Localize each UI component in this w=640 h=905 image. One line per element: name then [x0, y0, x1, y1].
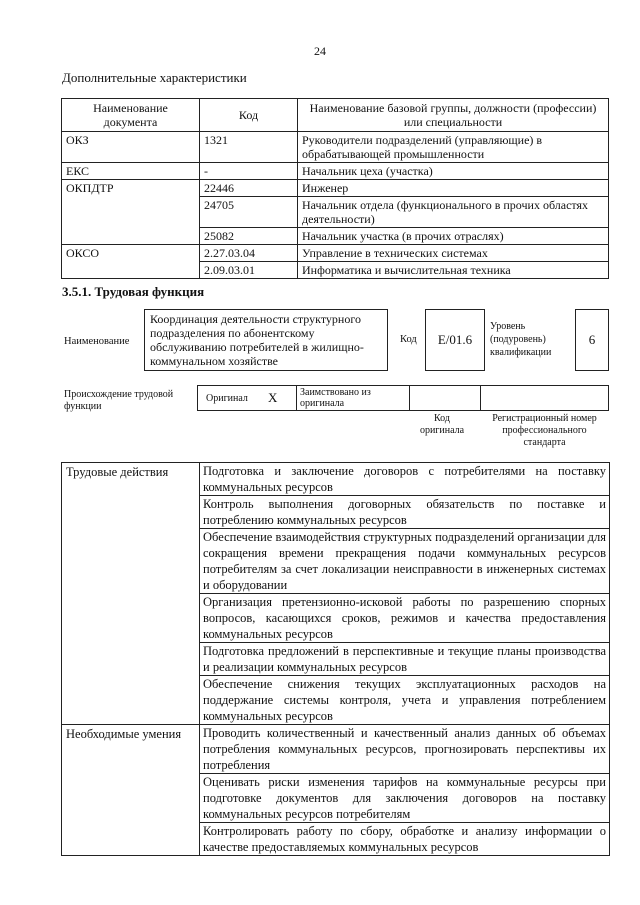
action-item: Подготовка предложений в перспективные и текущие планы производства и реализации коммунальных ресурсов [200, 643, 610, 676]
page-number: 24 [314, 44, 326, 58]
origin-row [197, 385, 609, 411]
level-label: Уровень (подуровень) квалификации [490, 321, 552, 358]
table-row [62, 180, 609, 197]
additional-characteristics-table [61, 98, 609, 279]
action-item: Контроль выполнения договорных обязательств по поставке и потреблению коммунальных ресурсов [200, 496, 610, 529]
header-doc: Наименование документа [62, 99, 200, 132]
row-doc: ОКЗ [62, 132, 200, 163]
table-row [62, 725, 610, 774]
row-doc: ОКСО [62, 245, 200, 279]
row-name: Инженер [298, 180, 609, 197]
function-code-box: E/01.6 [425, 309, 485, 371]
row-doc: ЕКС [62, 163, 200, 180]
row-code: 25082 [200, 228, 298, 245]
header-name: Наименование базовой группы, должности (профессии) или специальности [298, 99, 609, 132]
skill-item: Контролировать работу по сбору, обработке и анализу информации о качестве предоставляемых коммунальных ресурсов [200, 823, 610, 856]
row-code: 1321 [200, 132, 298, 163]
row-name: Руководители подразделений (управляющие) в обрабатывающей промышленности [298, 132, 609, 163]
actions-label: Трудовые действия [62, 463, 200, 725]
row-name: Начальник цеха (участка) [298, 163, 609, 180]
row-code: 2.09.03.01 [200, 262, 298, 279]
row-code: - [200, 163, 298, 180]
header-code: Код [200, 99, 298, 132]
row-code: 2.27.03.04 [200, 245, 298, 262]
row-name: Управление в технических системах [298, 245, 609, 262]
function-name-box: Координация деятельности структурного подразделения по абонентскому обслуживанию потребителей в жилищно-коммунальном хозяйстве [144, 309, 388, 371]
borrowed-cell: Заимствовано из оригинала [296, 386, 410, 410]
table-row [62, 463, 610, 496]
table-header-row [62, 99, 609, 132]
action-item: Организация претензионно-исковой работы по разрешению спорных вопросов, касающихся сроков, режимов и качества предоставления коммунальных ресурсов [200, 594, 610, 643]
additional-heading: Дополнительные характеристики [62, 70, 247, 85]
original-cell [198, 386, 297, 410]
row-code: 22446 [200, 180, 298, 197]
name-label: Наименование [64, 336, 130, 347]
skill-item: Оценивать риски изменения тарифов на коммунальные ресурсы при подготовке документов для заключения договоров на поставку коммунальных ресурсов потребителям [200, 774, 610, 823]
action-item: Подготовка и заключение договоров с потребителями на поставку коммунальных ресурсов [200, 463, 610, 496]
row-doc: ОКПДТР [62, 180, 200, 245]
code-original-cell [410, 386, 481, 410]
table-row [62, 163, 609, 180]
row-name: Начальник отдела (функционального в прочих областях деятельности) [298, 197, 609, 228]
skill-item: Проводить количественный и качественный анализ данных об объемах потребления коммунальных ресурсов, прогнозировать перспективы их потребления [200, 725, 610, 774]
level-value-box: 6 [575, 309, 609, 371]
function-details-table [61, 462, 610, 856]
reg-number-cell [480, 386, 608, 410]
skills-label: Необходимые умения [62, 725, 200, 856]
table-row [62, 132, 609, 163]
action-item: Обеспечение взаимодействия структурных подразделений организации для сокращения времени прекращения подачи коммунальных ресурсов потребителям за счет локализации неисправности в инженерных системах и оборудовании [200, 529, 610, 594]
row-name: Начальник участка (в прочих отраслях) [298, 228, 609, 245]
function-heading: 3.5.1. Трудовая функция [62, 284, 205, 299]
row-code: 24705 [200, 197, 298, 228]
table-row [62, 245, 609, 262]
origin-label: Происхождение трудовой функции [64, 389, 174, 412]
original-mark: X [268, 390, 278, 405]
code-label: Код [400, 334, 417, 345]
code-original-caption: Код оригинала [419, 413, 465, 436]
action-item: Обеспечение снижения текущих эксплуатационных расходов на поддержание системы контроля, учета и управления потреблением коммунальных ресурсов [200, 676, 610, 725]
reg-number-caption: Регистрационный номер профессионального стандарта [492, 413, 597, 448]
row-name: Информатика и вычислительная техника [298, 262, 609, 279]
original-label: Оригинал [206, 393, 248, 404]
